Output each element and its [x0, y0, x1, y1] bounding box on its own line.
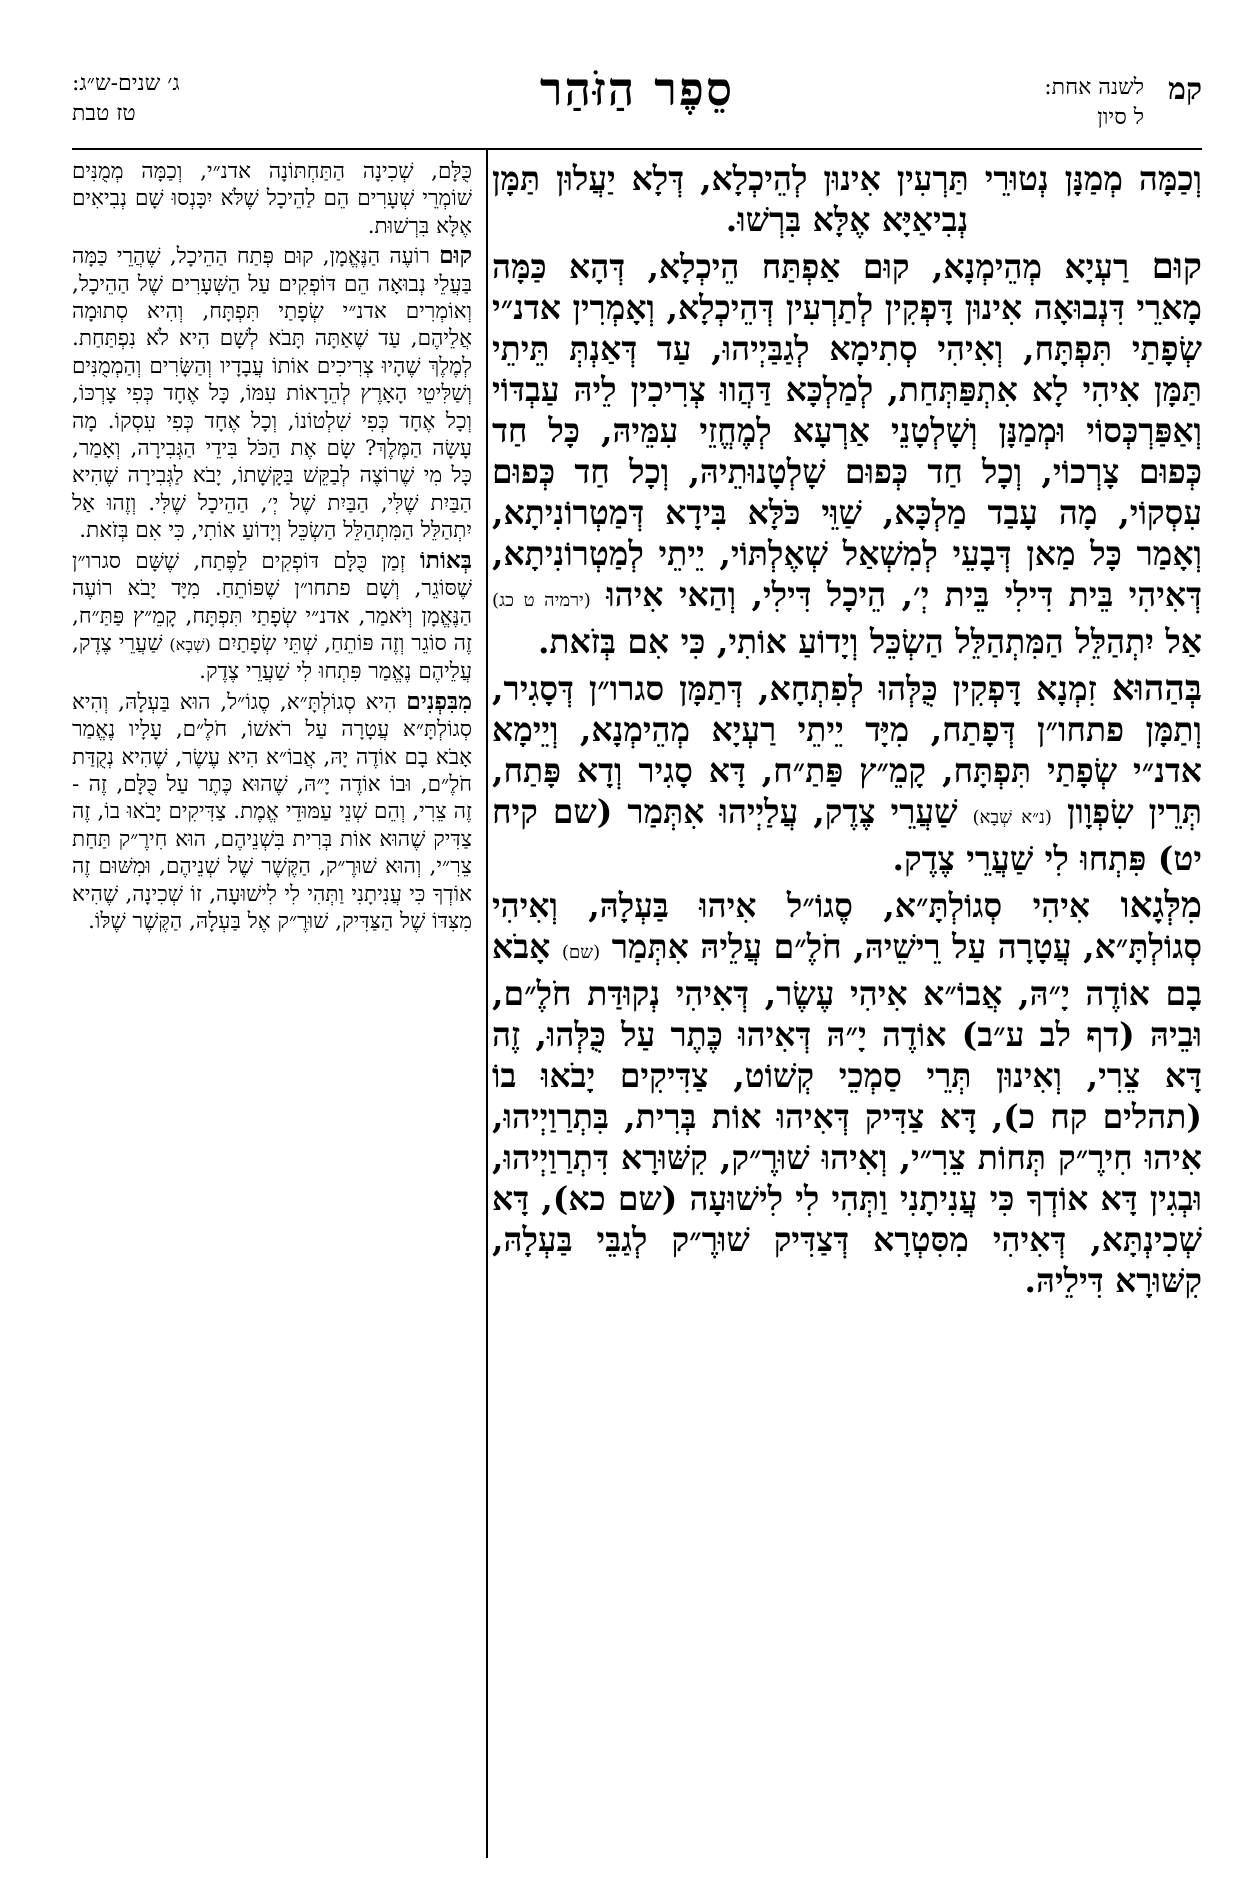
- paragraph-text: הִיא סְגוֹלְתָּ״א, סֶגוֹ״ל, הוּא בַּעְלָהּ, וְהִיא סְגוֹלְתָּ״א עֲטָרָה עַל רֹאשׁוֹ, חֹלֶ״ם, עָלָיו נֶאֱמַר אָבֹא בָם אוֹדֶה יָהּ, אֲבוֹ״א הִיא עֶשֶׂר, שֶׁהִיא נְקֻדַּת חֹלֶ״ם, וּבוֹ אוֹדֶה יָ״הּ, שֶׁהוּא כֶּתֶר עַל כֻּלָּם, זֶה - זֶה צֵרִי, וְהֵם שְׁנֵי עַמּוּדֵי אֱמֶת. צַדִּיקִים יָבֹאוּ בוֹ, זֶה צַדִּיק שֶׁהוּא אוֹת בְּרִית בִּשְׁנֵיהֶם, הוּא חִירֶ״ק תַּחַת צֵרִ״י, וְהוּא שׁוּרֶ״ק, הַקֶּשֶׁר שֶׁל שְׁנֵיהֶם, וּמִשּׁוּם זֶה אוֹדְךָ כִּי עֲנִיתָנִי וַתְּהִי לִי לִישׁוּעָה, זוֹ שְׁכִינָה, שֶׁהִיא מִצִּדּוֹ שֶׁל הַצַּדִּיק, שׁוּרֶ״ק אֶל בַּעְלָהּ, הַקֶּשֶׁר שֶׁלּוֹ.: [72, 689, 472, 934]
- paragraph-lead-word: מִלְּגָאו: [1120, 885, 1202, 926]
- side-paragraph: [72, 242, 472, 544]
- paragraph-text-tail: שַׁעֲרֵי צֶדֶק, עֲלַיְיהוּ אִתְּמַר (שם קיח יט) פִּתְחוּ לִי שַׁעֲרֵי צֶדֶק.: [492, 792, 1202, 878]
- paragraph-lead-word: קוּם: [439, 242, 472, 270]
- paragraph-text-tail: אַל יִתְהַלֵּל הַמִּתְהַלֵּל הַשְׂכֵּל וְיָדוֹעַ אוֹתִי, כִּי אִם בְּזֹאת.: [537, 622, 1202, 661]
- side-paragraph: [72, 688, 472, 936]
- column-divider: [486, 148, 488, 1858]
- verse-citation: (ירמיה ט כג): [492, 590, 591, 611]
- header-right-line1: לשנה אחת:: [1044, 75, 1144, 100]
- paragraph-lead-word: בְּהַהוּא: [1111, 668, 1202, 709]
- paragraph-text: רוֹעֶה הַנֶּאֱמָן, קוּם פְּתַח הַהֵיכָל, שֶׁהֲרֵי כַּמָּה בַּעֲלֵי נְבוּאָה הֵם דּוֹפְקִים עַל הַשְּׁעָרִים שֶׁל הַהֵיכָל, וְאוֹמְרִים אדנ״י שְׂפָתַי תִּפְתָּח, וְהִיא סְתוּמָה אֲלֵיהֶם, עַד שֶׁאַתָּה תָּבֹא לְשָׁם הִיא לֹא נִפְתַּחַת. לְמֶלֶךְ שֶׁהָיוּ צְרִיכִים אוֹתוֹ עֲבָדָיו וְהַשָּׂרִים וְהַמְמֻנִּים וְשַׁלִּיטֵי הָאָרֶץ לְהֵרָאוֹת עִמּוֹ, כָּל אֶחָד כְּפִי צָרְכּוֹ, וְכָל אֶחָד כְּפִי שִׁלְטוֹנוֹ, וְכָל אֶחָד כְּפִי עִסְקוֹ. מָה עָשָׂה הַמֶּלֶךְ? שָׂם אֶת הַכֹּל בִּידֵי הַגְּבִירָה, וְאָמַר, כָּל מִי שֶׁרוֹצֶה לְבַקֵּשׁ בַּקָּשָׁתוֹ, יָבֹא לַגְּבִירָה שֶׁהִיא הַבַּיִת שֶׁלִּי, הַבַּיִת שֶׁל יְ׳, הַהֵיכָל שֶׁלִּי. וְזֶהוּ אַל יִתְהַלֵּל הַמִּתְהַלֵּל הַשְׂכֵּל וְיָדוֹעַ אוֹתִי, כִּי אִם בְּזֹאת.: [72, 244, 472, 544]
- book-title: סֵפֶר הַזֹּהַר: [539, 62, 735, 116]
- page-header: [72, 62, 1202, 140]
- paragraph-text: רַעְיָא מְהֵימְנָא, קוּם אַפְתַּח הֵיכְלָא, דְּהָא כַּמָּה מָארֵי דִּנְבוּאָה אִינוּן דָּפְקִין לְתַרְעִין דְּהֵיכְלָא, וְאָמְרִין אדנ״י שְׂפָתַי תִּפְתָּח, וְאִיהִי סְתִימָא לְגַבַּיְיהוּ, עַד דְּאַנְתְּ תֵּיתֵי תַּמָּן אִיהִי לָא אִתְפַּתְּחַת, לְמַלְכָּא דַּהֲווּ צְרִיכִין לֵיהּ עַבְדּוֹי וְאַפַּרְכְּסוֹי וּמְמַנָּן וְשָׁלְטָנֵי אַרְעָא לְמֶחֱזֵי עִמֵּיהּ, כָּל חַד כְּפוּם צָרְכוֹי, וְכָל חַד כְּפוּם שָׁלְטָנוּתֵיהּ, וְכָל חַד כְּפוּם עִסְקוֹי, מָה עָבַד מַלְכָּא, שַׁוֵּי כֹּלָּא בִּידָא דְּמַטְרוֹנִיתָא, וְאָמַר כָּל מַאן דְּבָעֵי לְמִשְׁאַל שְׁאֶלְתּוֹי, יֵיתֵי לְמַטְרוֹנִיתָא, דְּאִיהִי בֵּית דִּילִי בֵּית יְ׳, הֵיכָל דִּילִי, וְהַאי אִיהוּ: [492, 247, 1202, 614]
- main-paragraph: [492, 668, 1202, 879]
- header-right-line2: ל סיון: [1097, 105, 1144, 130]
- paragraph-lead-word: קוּם: [1151, 246, 1202, 287]
- header-divider: [72, 148, 1202, 150]
- paragraph-text: זְמַן כֻּלָּם דּוֹפְקִים לַפֶּתַח, שֶׁשָּׁם סגרו״ן שֶׁסּוֹגֵר, וְשָׁם פתחו״ן שֶׁפּוֹתֵחַ. מִיָּד יָבֹא רוֹעֶה הַנֶּאֱמָן וְיֹאמַר, אדנ״י שְׂפָתַי תִּפְתָּח, קָמֵ״ץ פַּתַּ״ח, זֶה סוֹגֵר וְזֶה פּוֹתֵחַ, שְׁתֵּי שְׂפָתַיִם: [72, 548, 472, 656]
- header-left-line2: טז טבת: [72, 101, 136, 126]
- main-paragraph: [492, 158, 1202, 240]
- paragraph-text: כֻּלָּם, שְׁכִינָה הַתַּחְתּוֹנָה אדנ״י, וְכַמָּה מְמֻנִּים שׁוֹמְרֵי שְׁעָרִים הֵם לַהֵיכָל שֶׁלֹּא יִכָּנְסוּ שָׁם נְבִיאִים אֶלָּא בִּרְשׁוּת.: [72, 159, 472, 239]
- verse-citation: (שם): [561, 942, 601, 963]
- side-paragraph: [72, 547, 472, 686]
- paragraph-text: זִמְנָא דָּפְקִין כֻּלְּהוּ לְפִתְחָא, דְּתַמָּן סגרו״ן דְּסָגִיר, וְתַמָּן פתחו״ן דְּפָתַח, מִיָּד יֵיתֵי רַעְיָא מְהֵימְנָא, וְיֵימָא אדנ״י שְׂפָתַי תִּפְתָּח, קָמֵ״ץ פַּתַ״ח, דָּא סָגִיר וְדָא פָּתַח, תְּרֵין שִׂפְוָון: [492, 669, 1202, 831]
- verse-citation: (שְׁבָא): [169, 634, 211, 654]
- paragraph-lead-word: בְּאוֹתוֹ: [419, 546, 472, 574]
- paragraph-text: אִיהִי סְגוֹלְתָּ״א, סֶגוֹ״ל אִיהוּ בַּעְלָהּ, וְאִיהִי סְגוֹלְתָּ״א, עֲטָרָה עַל רֵישֵׁיהּ, חֹלֶ״ם עֲלֵיהּ אִתְּמַר: [492, 886, 1202, 966]
- verse-citation: (נ״א שְׁבָא): [972, 807, 1052, 828]
- main-paragraph: [492, 885, 1202, 1301]
- paragraph-text: וְכַמָּה מְמַנָּן נְטוּרֵי תַּרְעִין אִינוּן לְהֵיכְלָא, דְּלָא יַעֲלוּן תַּמָּן נְבִיאַיָּא אֶלָּא בִּרְשׁוּ.: [492, 159, 1202, 239]
- page-number: קמ: [1168, 72, 1202, 107]
- header-left-line1: ג׳ שנים-ש״ג:: [72, 71, 180, 96]
- paragraph-lead-word: מִבִּפְנִים: [406, 687, 472, 715]
- main-paragraph: [492, 246, 1202, 662]
- paragraph-text-tail: שַׁעֲרֵי צֶדֶק, עֲלֵיהֶם נֶאֱמַר פִּתְחוּ לִי שַׁעֲרֵי צֶדֶק.: [72, 630, 472, 685]
- main-column-aramaic: [492, 158, 1202, 1858]
- paragraph-text-tail: אָבֹא בָם אוֹדֶה יָ״הּ, אֲבוֹ״א אִיהִי עֶשֶׂר, דְּאִיהִי נְקוּדַּת חֹלֶ״ם, וּבֵיהּ (דף לב ע״ב) אוֹדֶה יָ״הּ דְּאִיהוּ כֶּתֶר עַל כֻּלְּהוּ, זֶה דָּא צֵרִי, וְאִינוּן תְּרֵי סַמְכֵי קְשׁוֹט, צַדִּיקִים יָבֹאוּ בוֹ (תהלים קח כ), דָּא צַדִּיק דְּאִיהוּ אוֹת בְּרִית, בִּתְרַוַיְיהוּ, אִיהוּ חִירֶ״ק תְּחוֹת צֵרִ״י, וְאִיהוּ שׁוּרֶ״ק, קִשּׁוּרָא דִּתְרַוַיְיהוּ, וּבְגִין דָּא אוֹדְךָ כִּי עֲנִיתָנִי וַתְּהִי לִי לִישׁוּעָה (שם כא), דָּא שְׁכִינְתָּא, דְּאִיהִי מִסִּטְרָא דְּצַדִּיק שׁוּרֶ״ק לְגַבֵּי בַּעְלָהּ, קִשּׁוּרָא דִּילֵיהּ.: [492, 927, 1202, 1300]
- side-column-hebrew: [72, 158, 472, 1858]
- side-paragraph: [72, 158, 472, 240]
- header-left: [72, 70, 302, 126]
